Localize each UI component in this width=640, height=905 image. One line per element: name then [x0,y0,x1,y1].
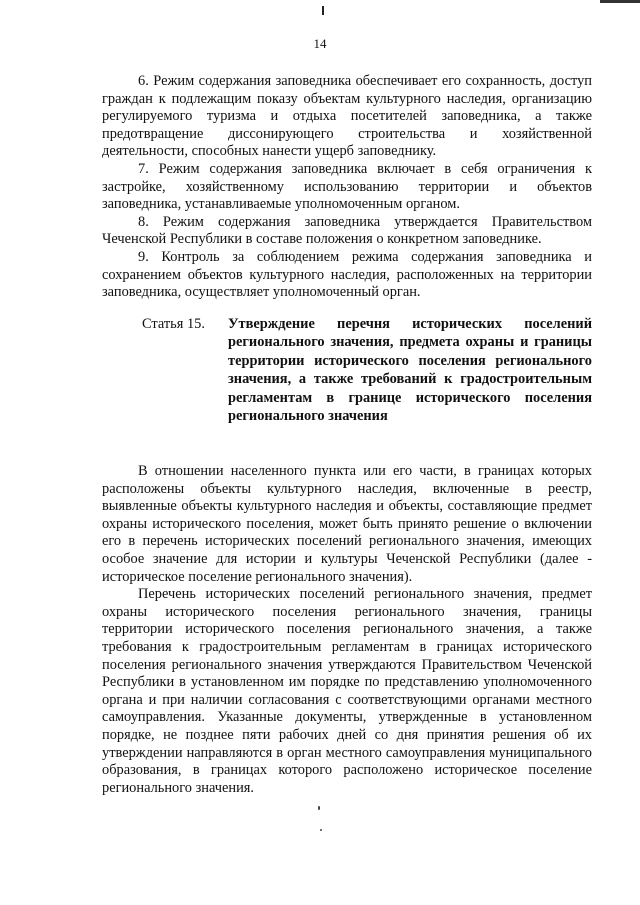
upper-text-block [102,73,592,302]
scan-dot-mark [318,806,320,810]
lower-text-block [102,463,592,797]
paragraph-7: 7. Режим содержания заповедника включает в себя ограничения к застройке, хозяйственному использованию территории и объектов заповедника, устанавливаемые уполномоченным органом. [102,160,592,213]
page-number: 14 [313,36,327,51]
article-title: Утверждение перечня исторических поселений регионального значения, предмета охраны и границы территории исторического поселения регионального значения, а также требований к градостроительным регламентам в границе исторического поселения регионального значения [228,316,592,425]
article-paragraph-1: В отношении населенного пункта или его части, в границах которых расположены объекты культурного наследия, включенные в реестр, выявленные объекты культурного наследия и объекты, составляющие предмет охраны исторического поселения, может быть принято решение о включении его в перечень исторических поселений регионального значения, имеющих особое значение для истории и культуры Чеченской Республики (далее - историческое поселение регионального значения). [102,463,592,585]
scan-dot-mark [320,829,322,831]
scan-corner-mark [600,0,640,3]
scan-top-mark [322,6,324,15]
article-label: Статья 15. [142,316,205,332]
paragraph-9: 9. Контроль за соблюдением режима содержания заповедника и сохранением объектов культурного наследия, расположенных на территории заповедника, осуществляет уполномоченный орган. [102,248,592,301]
paragraph-8: 8. Режим содержания заповедника утверждается Правительством Чеченской Республики в составе положения о конкретном заповеднике. [102,213,592,248]
paragraph-6: 6. Режим содержания заповедника обеспечивает его сохранность, доступ граждан к подлежащим показу объектам культурного наследия, организацию регулируемого туризма и отдыха посетителей заповедника, а также предотвращение диссонирующего строительства и хозяйственной деятельности, способных нанести ущерб заповеднику. [102,73,592,160]
article-paragraph-2: Перечень исторических поселений регионального значения, предмет охраны исторического поселения регионального значения, границы территории исторического поселения регионального значения, а также требования к градостроительным регламентам в границах исторического поселения регионального значения утверждаются Правительством Чеченской Республики в установленном им порядке по представлению уполномоченного органа и при наличии согласования с соответствующими органами местного самоуправления. Указанные документы, утвержденные в установленном порядке, не позднее пяти рабочих дней со дня принятия решения об их утверждении направляются в орган местного самоуправления муниципального образования, в границах которого расположено историческое поселение регионального значения. [102,586,592,796]
